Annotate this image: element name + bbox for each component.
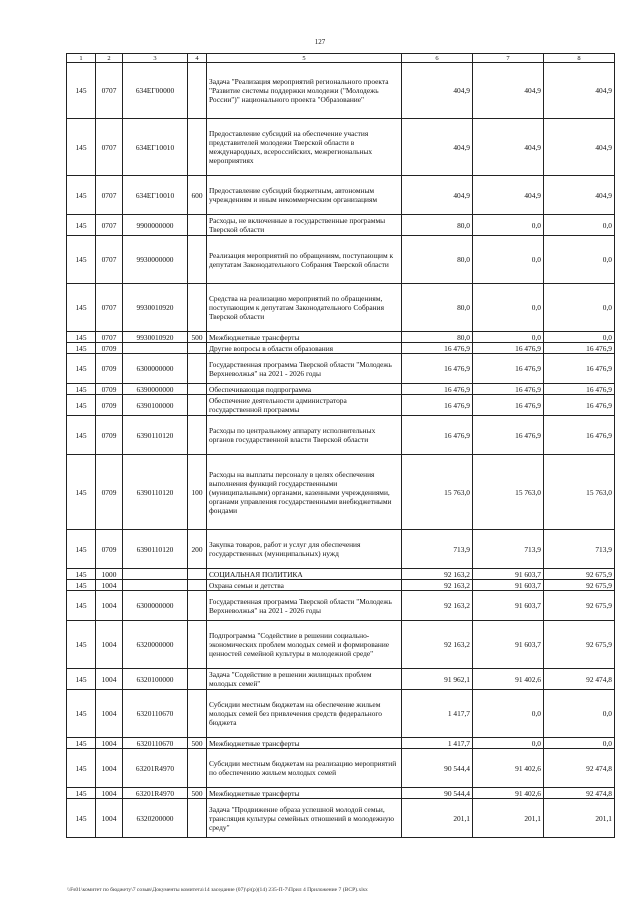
table-row [67,738,615,749]
expense-type-cell [188,343,207,354]
admin-code-cell: 145 [67,788,96,799]
column-header: 2 [96,54,123,63]
section-code-cell: 1004 [96,749,123,788]
table-row [67,384,615,395]
column-header: 8 [544,54,615,63]
amount-year2-cell: 91 402,6 [473,788,544,799]
amount-year1-cell: 16 476,9 [402,384,473,395]
amount-year3-cell: 404,9 [544,119,615,176]
expense-type-cell: 100 [188,455,207,530]
table-row [67,569,615,580]
description-cell: Реализация мероприятий по обращениям, поступающим к депутатам Законодательного Собрания Тверской области [207,236,402,284]
amount-year2-cell: 404,9 [473,63,544,119]
target-article-cell: 6390110120 [123,455,188,530]
table-row [67,284,615,332]
amount-year2-cell: 91 603,7 [473,621,544,669]
amount-year1-cell: 404,9 [402,119,473,176]
expense-type-cell: 600 [188,176,207,215]
amount-year1-cell: 92 163,2 [402,569,473,580]
expense-type-cell [188,669,207,690]
amount-year3-cell: 713,9 [544,530,615,569]
expense-type-cell [188,119,207,176]
amount-year3-cell: 16 476,9 [544,354,615,384]
expense-type-cell: 500 [188,788,207,799]
header-row [67,54,615,63]
amount-year1-cell: 404,9 [402,63,473,119]
description-cell: Задача "Продвижение образа успешной молодой семьи, трансляция культуры семейных отношений в молодежную среду" [207,799,402,838]
amount-year1-cell: 90 544,4 [402,788,473,799]
table-row [67,416,615,455]
section-code-cell: 0709 [96,416,123,455]
amount-year3-cell: 404,9 [544,63,615,119]
section-code-cell: 1004 [96,738,123,749]
description-cell: Обеспечение деятельности администратора государственной программы [207,395,402,416]
description-cell: Задача "Содействие в решении жилищных проблем молодых семей" [207,669,402,690]
section-code-cell: 0707 [96,284,123,332]
table-row [67,591,615,621]
amount-year2-cell: 0,0 [473,215,544,236]
amount-year1-cell: 90 544,4 [402,749,473,788]
amount-year1-cell: 201,1 [402,799,473,838]
admin-code-cell: 145 [67,63,96,119]
admin-code-cell: 145 [67,395,96,416]
expense-type-cell [188,799,207,838]
table-row [67,215,615,236]
expense-type-cell: 500 [188,738,207,749]
admin-code-cell: 145 [67,176,96,215]
target-article-cell: 6390110120 [123,416,188,455]
column-header: 1 [67,54,96,63]
admin-code-cell: 145 [67,215,96,236]
expense-type-cell [188,690,207,738]
target-article-cell: 6300000000 [123,354,188,384]
description-cell: Межбюджетные трансферты [207,788,402,799]
description-cell: СОЦИАЛЬНАЯ ПОЛИТИКА [207,569,402,580]
amount-year1-cell: 713,9 [402,530,473,569]
target-article-cell: 634EГ00000 [123,63,188,119]
amount-year1-cell: 92 163,2 [402,591,473,621]
amount-year3-cell: 16 476,9 [544,395,615,416]
table-row [67,176,615,215]
amount-year2-cell: 16 476,9 [473,343,544,354]
amount-year3-cell: 0,0 [544,284,615,332]
section-code-cell: 0709 [96,455,123,530]
amount-year2-cell: 91 603,7 [473,569,544,580]
amount-year2-cell: 0,0 [473,284,544,332]
table-body [67,63,615,838]
column-header: 3 [123,54,188,63]
table-row [67,690,615,738]
target-article-cell: 9930000000 [123,236,188,284]
expense-type-cell: 500 [188,332,207,343]
target-article-cell: 9930010920 [123,332,188,343]
description-cell: Расходы по центральному аппарату исполнительных органов государственной власти Тверской области [207,416,402,455]
table-row [67,799,615,838]
target-article-cell [123,580,188,591]
expense-type-cell [188,749,207,788]
amount-year2-cell: 404,9 [473,176,544,215]
expense-type-cell [188,284,207,332]
amount-year2-cell: 16 476,9 [473,354,544,384]
expense-type-cell [188,621,207,669]
amount-year2-cell: 0,0 [473,738,544,749]
admin-code-cell: 145 [67,749,96,788]
admin-code-cell: 145 [67,332,96,343]
section-code-cell: 1004 [96,799,123,838]
target-article-cell: 6320200000 [123,799,188,838]
description-cell: Средства на реализацию мероприятий по обращениям, поступающим к депутатам Законодательного Собрания Тверской области [207,284,402,332]
amount-year2-cell: 0,0 [473,332,544,343]
amount-year2-cell: 16 476,9 [473,395,544,416]
section-code-cell: 1004 [96,621,123,669]
target-article-cell: 9930010920 [123,284,188,332]
amount-year1-cell: 92 163,2 [402,621,473,669]
amount-year2-cell: 0,0 [473,236,544,284]
amount-year1-cell: 16 476,9 [402,416,473,455]
expense-type-cell [188,569,207,580]
amount-year2-cell: 15 763,0 [473,455,544,530]
section-code-cell: 0709 [96,530,123,569]
amount-year1-cell: 92 163,2 [402,580,473,591]
amount-year3-cell: 92 675,9 [544,580,615,591]
expense-type-cell [188,384,207,395]
amount-year3-cell: 92 474,8 [544,788,615,799]
section-code-cell: 1004 [96,591,123,621]
expense-type-cell [188,416,207,455]
table-row [67,119,615,176]
amount-year2-cell: 91 402,6 [473,749,544,788]
description-cell: Другие вопросы в области образования [207,343,402,354]
section-code-cell: 1004 [96,580,123,591]
amount-year3-cell: 92 675,9 [544,569,615,580]
expense-type-cell [188,591,207,621]
target-article-cell: 6390100000 [123,395,188,416]
amount-year2-cell: 16 476,9 [473,384,544,395]
section-code-cell: 0709 [96,395,123,416]
description-cell: Расходы, не включенные в государственные программы Тверской области [207,215,402,236]
table-row [67,395,615,416]
target-article-cell [123,343,188,354]
description-cell: Обеспечивающая подпрограмма [207,384,402,395]
target-article-cell: 6320110670 [123,690,188,738]
table-row [67,788,615,799]
table-row [67,236,615,284]
admin-code-cell: 145 [67,591,96,621]
admin-code-cell: 145 [67,738,96,749]
amount-year2-cell: 16 476,9 [473,416,544,455]
admin-code-cell: 145 [67,580,96,591]
amount-year1-cell: 80,0 [402,236,473,284]
target-article-cell: 9900000000 [123,215,188,236]
description-cell: Задача "Реализация мероприятий регионального проекта "Развитие системы поддержки молодежи ("Молодежь России")" национального проекта "Образование" [207,63,402,119]
table-row [67,455,615,530]
amount-year3-cell: 0,0 [544,236,615,284]
admin-code-cell: 145 [67,343,96,354]
section-code-cell: 0709 [96,343,123,354]
expense-type-cell [188,63,207,119]
amount-year1-cell: 80,0 [402,284,473,332]
section-code-cell: 0707 [96,332,123,343]
description-cell: Государственная программа Тверской области "Молодежь Верхневолжья" на 2021 - 2026 годы [207,591,402,621]
section-code-cell: 0707 [96,119,123,176]
expense-type-cell [188,215,207,236]
amount-year2-cell: 404,9 [473,119,544,176]
amount-year2-cell: 91 402,6 [473,669,544,690]
table-row [67,343,615,354]
description-cell: Закупка товаров, работ и услуг для обеспечения государственных (муниципальных) нужд [207,530,402,569]
amount-year1-cell: 1 417,7 [402,690,473,738]
expense-type-cell: 200 [188,530,207,569]
amount-year3-cell: 16 476,9 [544,416,615,455]
admin-code-cell: 145 [67,569,96,580]
amount-year1-cell: 404,9 [402,176,473,215]
description-cell: Расходы на выплаты персоналу в целях обеспечения выполнения функций государственными (муниципальными) органами, казенными учреждениями, органами управления государственными внебюджетными фондами [207,455,402,530]
page-number: 127 [314,38,326,46]
section-code-cell: 0709 [96,384,123,395]
section-code-cell: 0709 [96,354,123,384]
amount-year3-cell: 0,0 [544,690,615,738]
amount-year3-cell: 0,0 [544,215,615,236]
amount-year3-cell: 0,0 [544,738,615,749]
target-article-cell: 63201R4970 [123,749,188,788]
description-cell: Межбюджетные трансферты [207,738,402,749]
amount-year1-cell: 91 962,1 [402,669,473,690]
amount-year1-cell: 80,0 [402,332,473,343]
amount-year1-cell: 16 476,9 [402,395,473,416]
table-row [67,354,615,384]
table-row [67,580,615,591]
section-code-cell: 0707 [96,236,123,284]
admin-code-cell: 145 [67,690,96,738]
admin-code-cell: 145 [67,416,96,455]
table-row [67,749,615,788]
amount-year2-cell: 91 603,7 [473,591,544,621]
admin-code-cell: 145 [67,621,96,669]
amount-year3-cell: 16 476,9 [544,384,615,395]
target-article-cell: 6390110120 [123,530,188,569]
section-code-cell: 1004 [96,669,123,690]
target-article-cell: 6320100000 [123,669,188,690]
amount-year1-cell: 80,0 [402,215,473,236]
section-code-cell: 1004 [96,788,123,799]
amount-year3-cell: 404,9 [544,176,615,215]
table-row [67,332,615,343]
section-code-cell: 1000 [96,569,123,580]
amount-year3-cell: 92 675,9 [544,621,615,669]
description-cell: Субсидии местным бюджетам на обеспечение жильем молодых семей без привлечения средств федерального бюджета [207,690,402,738]
target-article-cell: 6300000000 [123,591,188,621]
admin-code-cell: 145 [67,530,96,569]
description-cell: Охрана семьи и детства [207,580,402,591]
admin-code-cell: 145 [67,669,96,690]
description-cell: Предоставление субсидий на обеспечение участия представителей молодежи Тверской области в международных, всероссийских, межрегиональных мероприятиях [207,119,402,176]
section-code-cell: 0707 [96,63,123,119]
section-code-cell: 1004 [96,690,123,738]
amount-year3-cell: 92 474,8 [544,669,615,690]
column-header: 6 [402,54,473,63]
amount-year3-cell: 92 474,8 [544,749,615,788]
expense-type-cell [188,395,207,416]
table-row [67,669,615,690]
expense-type-cell [188,236,207,284]
table-row [67,63,615,119]
amount-year2-cell: 0,0 [473,690,544,738]
target-article-cell: 6390000000 [123,384,188,395]
description-cell: Государственная программа Тверской области "Молодежь Верхневолжья" на 2021 - 2026 годы [207,354,402,384]
section-code-cell: 0707 [96,215,123,236]
target-article-cell: 634EГ10010 [123,119,188,176]
amount-year3-cell: 0,0 [544,332,615,343]
column-header: 4 [188,54,207,63]
description-cell: Подпрограмма "Содействие в решении социально-экономических проблем молодых семей и формирование ценностей семейной культуры в молодежной среде" [207,621,402,669]
admin-code-cell: 145 [67,455,96,530]
amount-year3-cell: 15 763,0 [544,455,615,530]
target-article-cell: 6320110670 [123,738,188,749]
section-code-cell: 0707 [96,176,123,215]
column-header: 7 [473,54,544,63]
table-row [67,530,615,569]
amount-year1-cell: 15 763,0 [402,455,473,530]
description-cell: Субсидии местным бюджетам на реализацию мероприятий по обеспечению жильем молодых семей [207,749,402,788]
amount-year3-cell: 16 476,9 [544,343,615,354]
target-article-cell: 634EГ10010 [123,176,188,215]
file-path-footer: \\Fs01\комитет по бюджету\7 созыв\Документы комитета\14 заседание (07)\р\(р)(14) 235-П-7\Прил 4 Приложение 7 (ВСР).xlsx [67,887,368,893]
admin-code-cell: 145 [67,354,96,384]
target-article-cell: 6320000000 [123,621,188,669]
budget-table [66,53,615,838]
amount-year2-cell: 713,9 [473,530,544,569]
admin-code-cell: 145 [67,799,96,838]
expense-type-cell [188,354,207,384]
description-cell: Предоставление субсидий бюджетным, автономным учреждениям и иным некоммерческим организациям [207,176,402,215]
amount-year2-cell: 91 603,7 [473,580,544,591]
amount-year2-cell: 201,1 [473,799,544,838]
amount-year1-cell: 1 417,7 [402,738,473,749]
column-header: 5 [207,54,402,63]
amount-year1-cell: 16 476,9 [402,343,473,354]
admin-code-cell: 145 [67,384,96,395]
expense-type-cell [188,580,207,591]
target-article-cell: 63201R4970 [123,788,188,799]
target-article-cell [123,569,188,580]
table-row [67,621,615,669]
admin-code-cell: 145 [67,119,96,176]
amount-year3-cell: 92 675,9 [544,591,615,621]
admin-code-cell: 145 [67,284,96,332]
amount-year3-cell: 201,1 [544,799,615,838]
description-cell: Межбюджетные трансферты [207,332,402,343]
admin-code-cell: 145 [67,236,96,284]
amount-year1-cell: 16 476,9 [402,354,473,384]
